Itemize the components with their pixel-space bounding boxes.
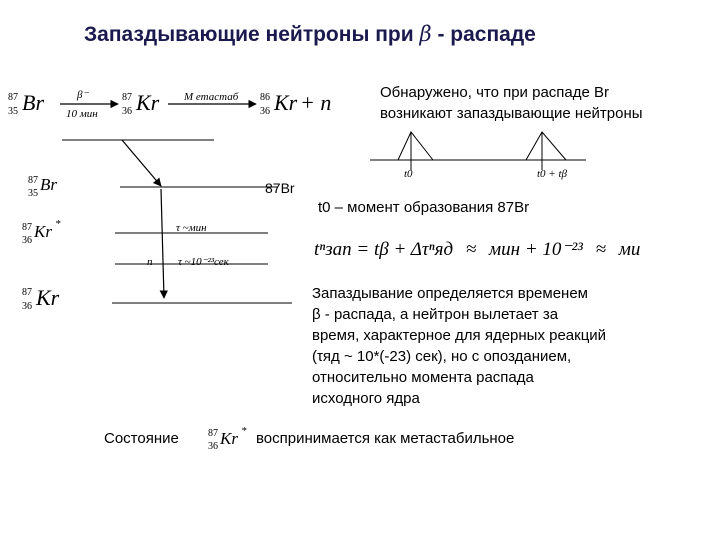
explanation-line: исходного ядра: [312, 390, 420, 407]
neutron-decay-arrow: [161, 189, 164, 298]
nuclide-br-reaction: 87 35 Br: [8, 90, 44, 117]
t0-note: t0 – момент образования 87Br: [318, 199, 530, 216]
nuclide-kr-reaction: 87 36 Kr: [122, 90, 160, 117]
footer-before: Состояние: [104, 430, 179, 447]
tau-23-label: τ ~10⁻²³сек: [178, 256, 229, 268]
formula-lhs: tⁿзап = tβ + Δτⁿяд: [314, 239, 454, 260]
level-br-label: 87Br: [265, 180, 295, 196]
level-nuclide-br: 87 35 Br: [28, 175, 57, 199]
level-nuclide-kr-ground: 87 36 Kr: [22, 285, 60, 312]
title-text-after: - распаде: [437, 23, 536, 46]
title-text-before: Запаздывающие нейтроны при: [84, 23, 414, 46]
explanation-line: время, характерное для ядерных реакций: [312, 327, 607, 344]
tau-min-label: τ ~мин: [176, 222, 207, 234]
discovery-line-1: Обнаружено, что при распаде Br: [380, 84, 610, 101]
arrow1-top-label: β⁻: [77, 89, 89, 101]
timeline-t0-label: t0: [404, 168, 413, 180]
formula-approx-2: ≈: [595, 239, 607, 260]
arrow2-top-label: М етастаб: [184, 91, 239, 103]
formula-approx-1: ≈: [465, 239, 477, 260]
formula-min-power: мин + 10⁻²³: [489, 239, 583, 260]
discovery-text: [380, 82, 710, 124]
discovery-line-2: возникают запаздывающие нейтроны: [380, 105, 643, 122]
footer-after: воспринимается как метастабильное: [256, 430, 515, 447]
footer-nuclide-kr-star: 87 36 Kr *: [208, 425, 247, 452]
formula-min-end: ми: [618, 239, 641, 260]
pulse-t0: [398, 132, 433, 160]
arrow1-bottom-label: 10 мин: [66, 108, 98, 120]
timeline-tbeta-label: t0 + tβ: [537, 168, 568, 180]
pulse-tbeta: [526, 132, 566, 160]
explanation-line: β - распада, а нейтрон вылетает за: [312, 306, 559, 323]
nuclide-kr-final: 86 36 Kr + n: [260, 90, 332, 117]
neutron-label: n: [147, 256, 153, 268]
beta-decay-arrow: [122, 140, 161, 186]
explanation-line: относительно момента распада: [312, 369, 534, 386]
explanation-line: Запаздывание определяется временем: [312, 285, 588, 302]
level-nuclide-kr-star: 87 36 Kr *: [22, 218, 61, 246]
explanation-text: [312, 283, 712, 409]
delay-formula: [314, 238, 640, 261]
explanation-line: (τяд ~ 10*(-23) сек), но с опозданием,: [312, 348, 572, 365]
title-beta-symbol: β: [419, 22, 432, 46]
